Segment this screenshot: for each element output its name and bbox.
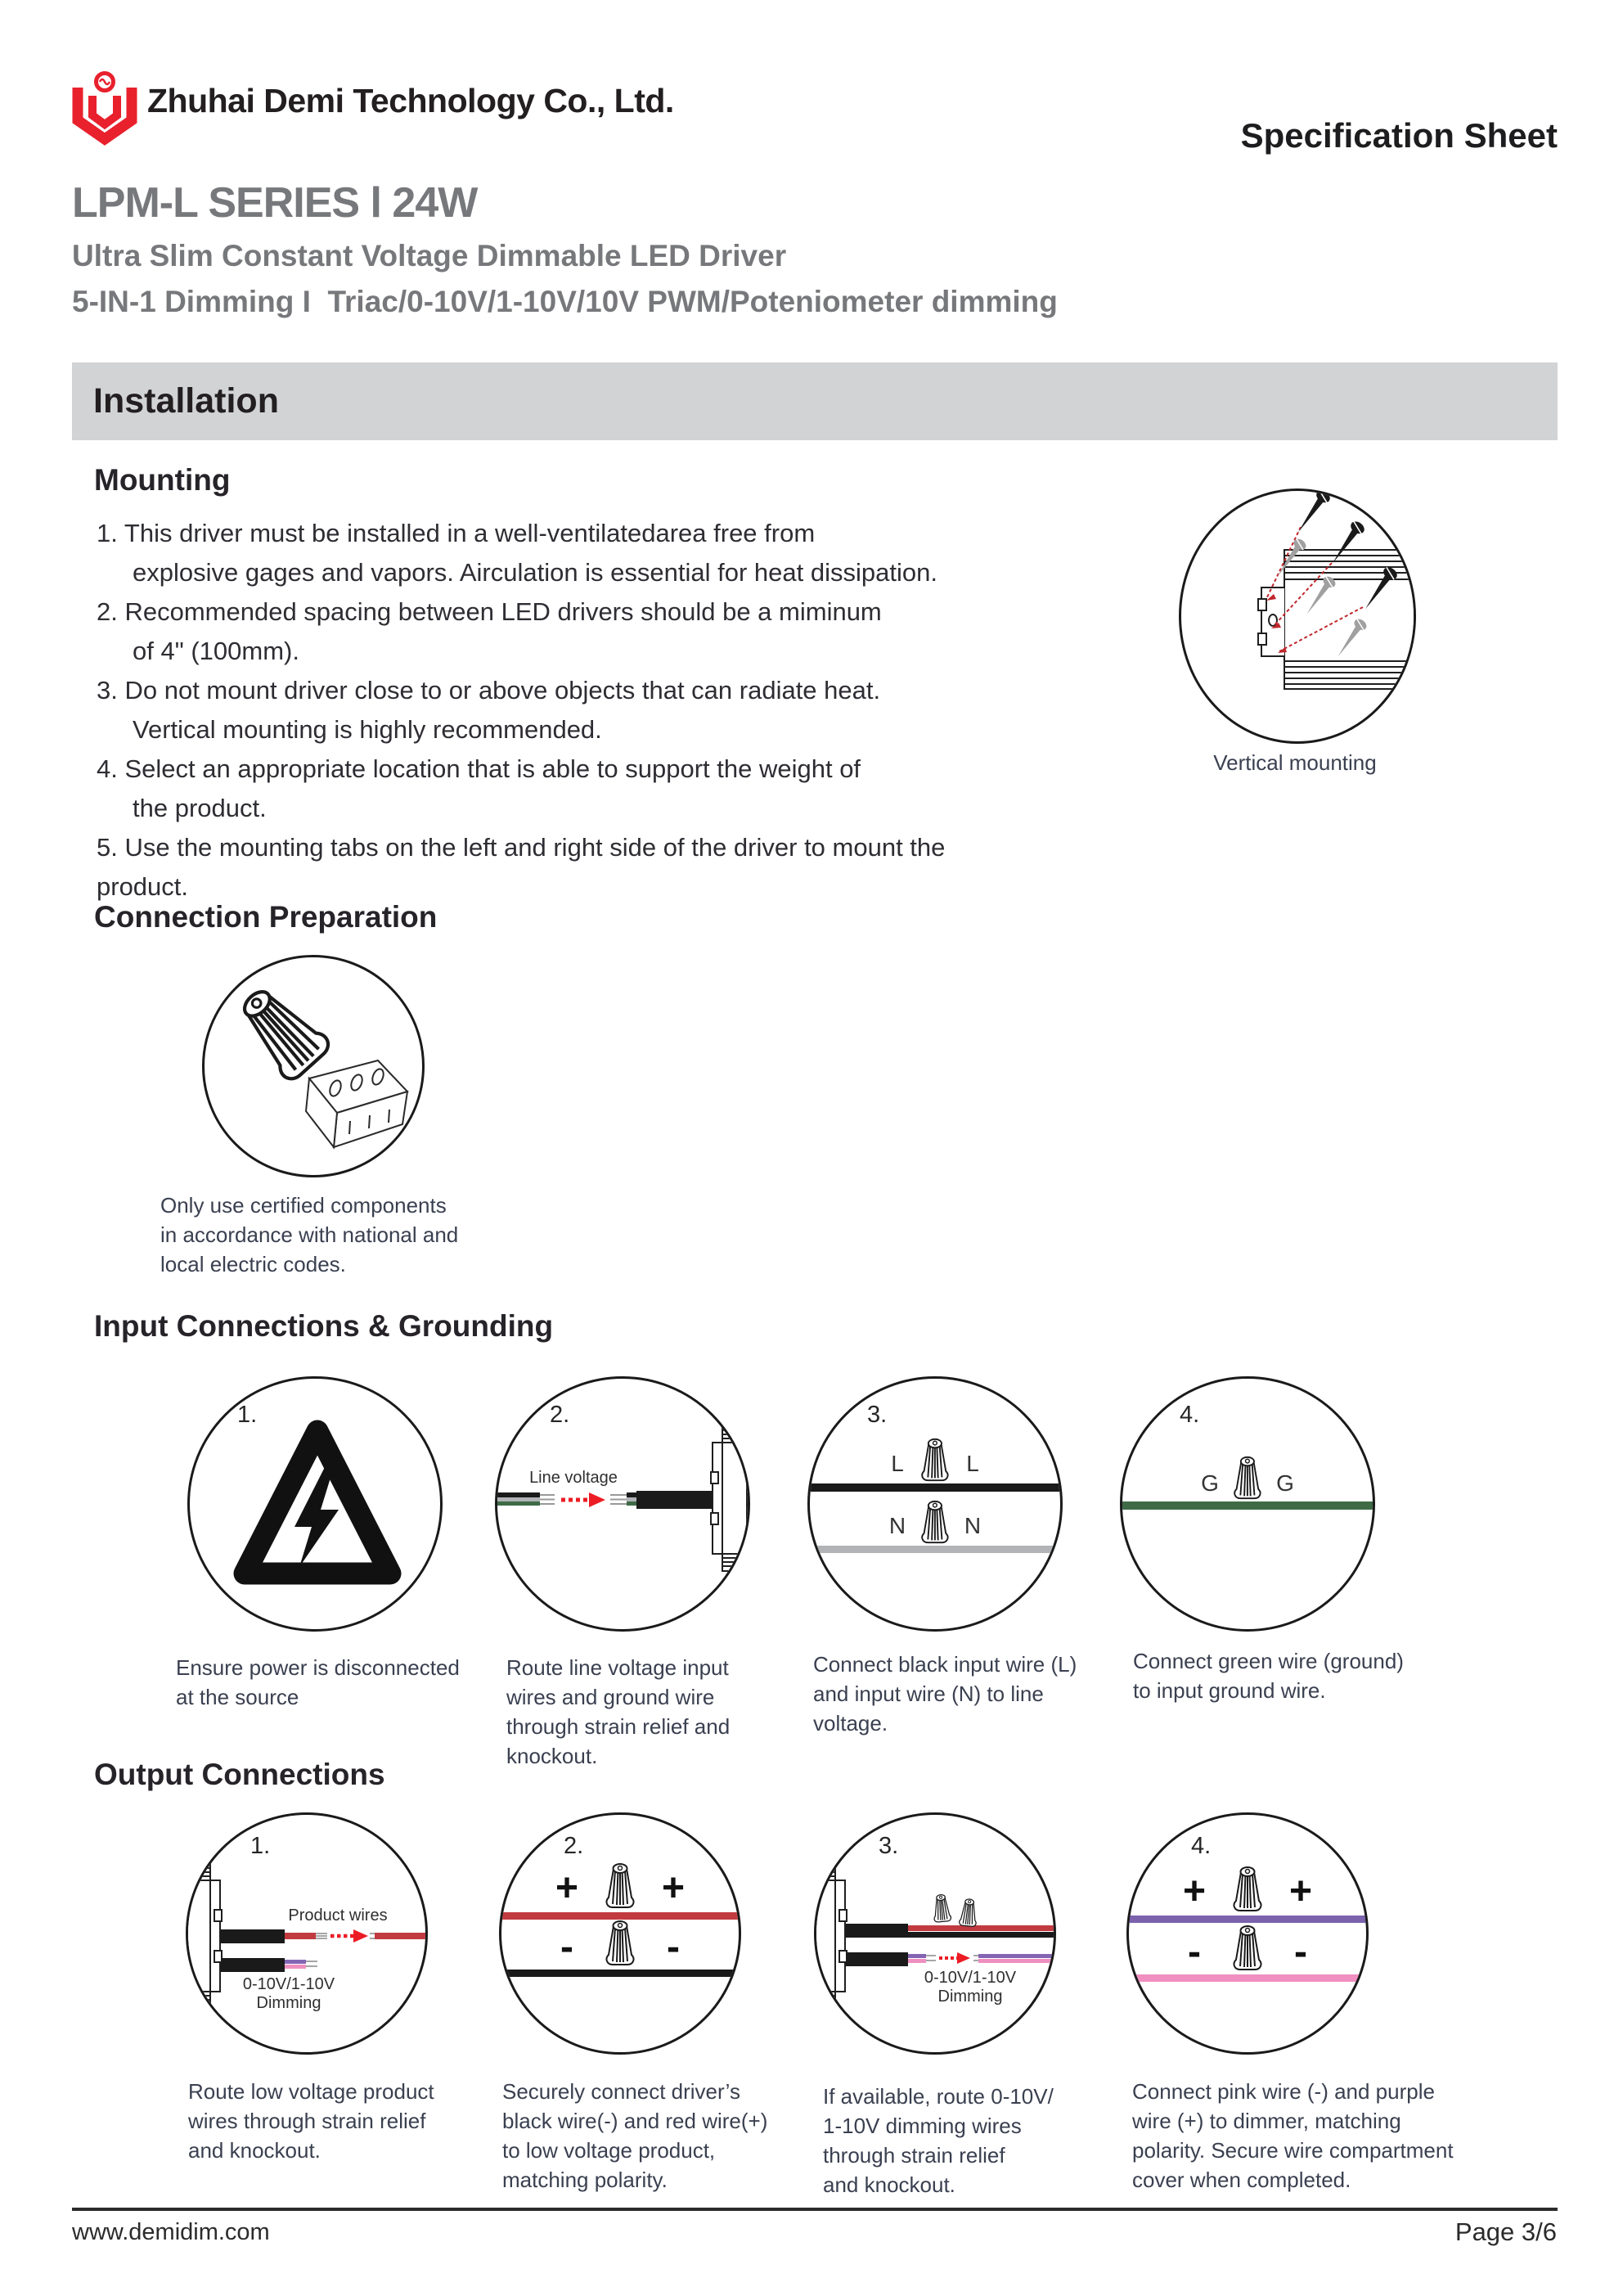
live-neutral-wiring-illustration [810, 1379, 1060, 1629]
step-number: 3. [879, 1833, 899, 1859]
minus-label-left: - [560, 1925, 573, 1969]
wire-nut-and-terminal-illustration [205, 957, 422, 1175]
connection-preparation-figure [202, 955, 425, 1177]
dimmer-polarity-illustration [1129, 1815, 1366, 2052]
output-step-4-figure [1126, 1812, 1369, 2055]
electric-warning-icon [190, 1379, 440, 1629]
dimming-wires-label: 0-10V/1-10V Dimming [924, 1969, 1017, 2006]
output-step-2-caption: Securely connect driver’s black wire(-) and red wire(+) to low voltage product, matching polarity. [502, 2079, 768, 2192]
mounting-line: 3. Do not mount driver close to or above objects that can radiate heat. [97, 676, 881, 705]
output-step-4-caption: Connect pink wire (-) and purple wire (+) to dimmer, matching polarity. Secure wire compartment cover when completed. [1132, 2079, 1454, 2192]
mounting-line: 1. This driver must be installed in a well-ventilatedarea free from [97, 519, 816, 547]
output-step-2-figure [499, 1812, 741, 2055]
minus-label-right: - [667, 1925, 680, 1969]
output-step-3-caption: If available, route 0-10V/ 1-10V dimming wires through strain relief and knockout. [823, 2084, 1054, 2197]
step-number: 1. [250, 1833, 271, 1859]
installation-section-bar [72, 362, 1558, 440]
mounting-line: 4. Select an appropriate location that is able to support the weight of [97, 754, 861, 783]
input-step-2-figure [495, 1376, 750, 1632]
input-step-3-caption: Connect black input wire (L) and input wire (N) to line voltage. [813, 1652, 1077, 1736]
live-wire-label-right: L [966, 1451, 979, 1476]
step-number: 1. [237, 1402, 258, 1428]
mounting-line: of 4" (100mm). [133, 637, 299, 665]
neutral-wire-label-left: N [888, 1513, 906, 1538]
vertical-mounting-illustration [1181, 491, 1414, 741]
mounting-list [97, 514, 996, 907]
vertical-mounting-caption: Vertical mounting [1213, 750, 1377, 775]
mounting-line: 2. Recommended spacing between LED drivers should be a miminum [97, 597, 882, 626]
plus-label-right: + [1288, 1870, 1313, 1913]
input-step-4-caption: Connect green wire (ground) to input ground wire. [1133, 1649, 1404, 1703]
mounting-line: Vertical mounting is highly recommended. [133, 715, 602, 744]
output-connections-heading: Output Connections [94, 1758, 385, 1791]
step-number: 2. [550, 1402, 570, 1428]
input-step-1-figure [187, 1376, 443, 1632]
line-voltage-label: Line voltage [529, 1469, 618, 1487]
connection-preparation-caption: Only use certified components in accordance with national and local electric codes. [160, 1193, 459, 1276]
footer-divider [72, 2208, 1558, 2211]
input-connections-heading: Input Connections & Grounding [94, 1309, 554, 1343]
mounting-line: explosive gages and vapors. Airculation is essential for heat dissipation. [133, 558, 937, 587]
company-logo-icon [72, 70, 137, 147]
step-number: 4. [1180, 1402, 1200, 1428]
ground-wire-label-left: G [1201, 1470, 1219, 1496]
input-step-4-figure [1120, 1376, 1375, 1632]
ground-wiring-illustration [1122, 1379, 1373, 1629]
mounting-heading: Mounting [94, 463, 231, 497]
minus-label-left: - [1188, 1930, 1201, 1974]
dimming-wires-routing-illustration [816, 1815, 1054, 2052]
installation-section-title: Installation [93, 381, 279, 421]
live-wire-label-left: L [891, 1451, 904, 1476]
footer-page-number: Page 3/6 [1454, 2217, 1557, 2246]
step-number: 4. [1191, 1833, 1212, 1859]
product-series-title: LPM-L SERIES l 24W [72, 179, 478, 227]
product-wires-routing-illustration [188, 1815, 425, 2052]
plus-label-right: + [661, 1866, 686, 1910]
vertical-mounting-figure [1179, 488, 1416, 744]
step-number: 3. [867, 1402, 888, 1428]
minus-label-right: - [1294, 1930, 1307, 1974]
product-wires-label: Product wires [288, 1907, 388, 1925]
output-step-1-figure [186, 1812, 428, 2055]
output-step-1-caption: Route low voltage product wires through strain relief and knockout. [188, 2079, 434, 2163]
dimming-wires-label: 0-10V/1-10V Dimming [242, 1975, 335, 2012]
footer-website: www.demidim.com [72, 2219, 270, 2245]
sheet-title: Specification Sheet [1240, 116, 1558, 155]
low-voltage-polarity-illustration [501, 1815, 739, 2052]
company-name: Zhuhai Demi Technology Co., Ltd. [147, 82, 674, 119]
line-voltage-wiring-illustration [497, 1379, 748, 1629]
product-dimming-line: 5-IN-1 Dimming I Triac/0-10V/1-10V/10V PWM/Poteniometer dimming [72, 285, 1058, 318]
output-step-3-figure [814, 1812, 1056, 2055]
input-step-2-caption: Route line voltage input wires and ground wire through strain relief and knockout. [506, 1655, 731, 1768]
step-number: 2. [564, 1833, 584, 1859]
ground-wire-label-right: G [1276, 1470, 1294, 1496]
input-step-3-figure [807, 1376, 1063, 1632]
connection-preparation-heading: Connection Preparation [94, 900, 438, 934]
plus-label-left: + [1182, 1870, 1207, 1913]
mounting-line: 5. Use the mounting tabs on the left and right side of the driver to mount the product. [97, 833, 946, 901]
input-step-1-caption: Ensure power is disconnected at the source [176, 1655, 460, 1709]
plus-label-left: + [555, 1866, 579, 1910]
neutral-wire-label-right: N [964, 1513, 982, 1538]
mounting-line: the product. [133, 794, 267, 822]
product-subtitle: Ultra Slim Constant Voltage Dimmable LED Driver [72, 239, 787, 272]
